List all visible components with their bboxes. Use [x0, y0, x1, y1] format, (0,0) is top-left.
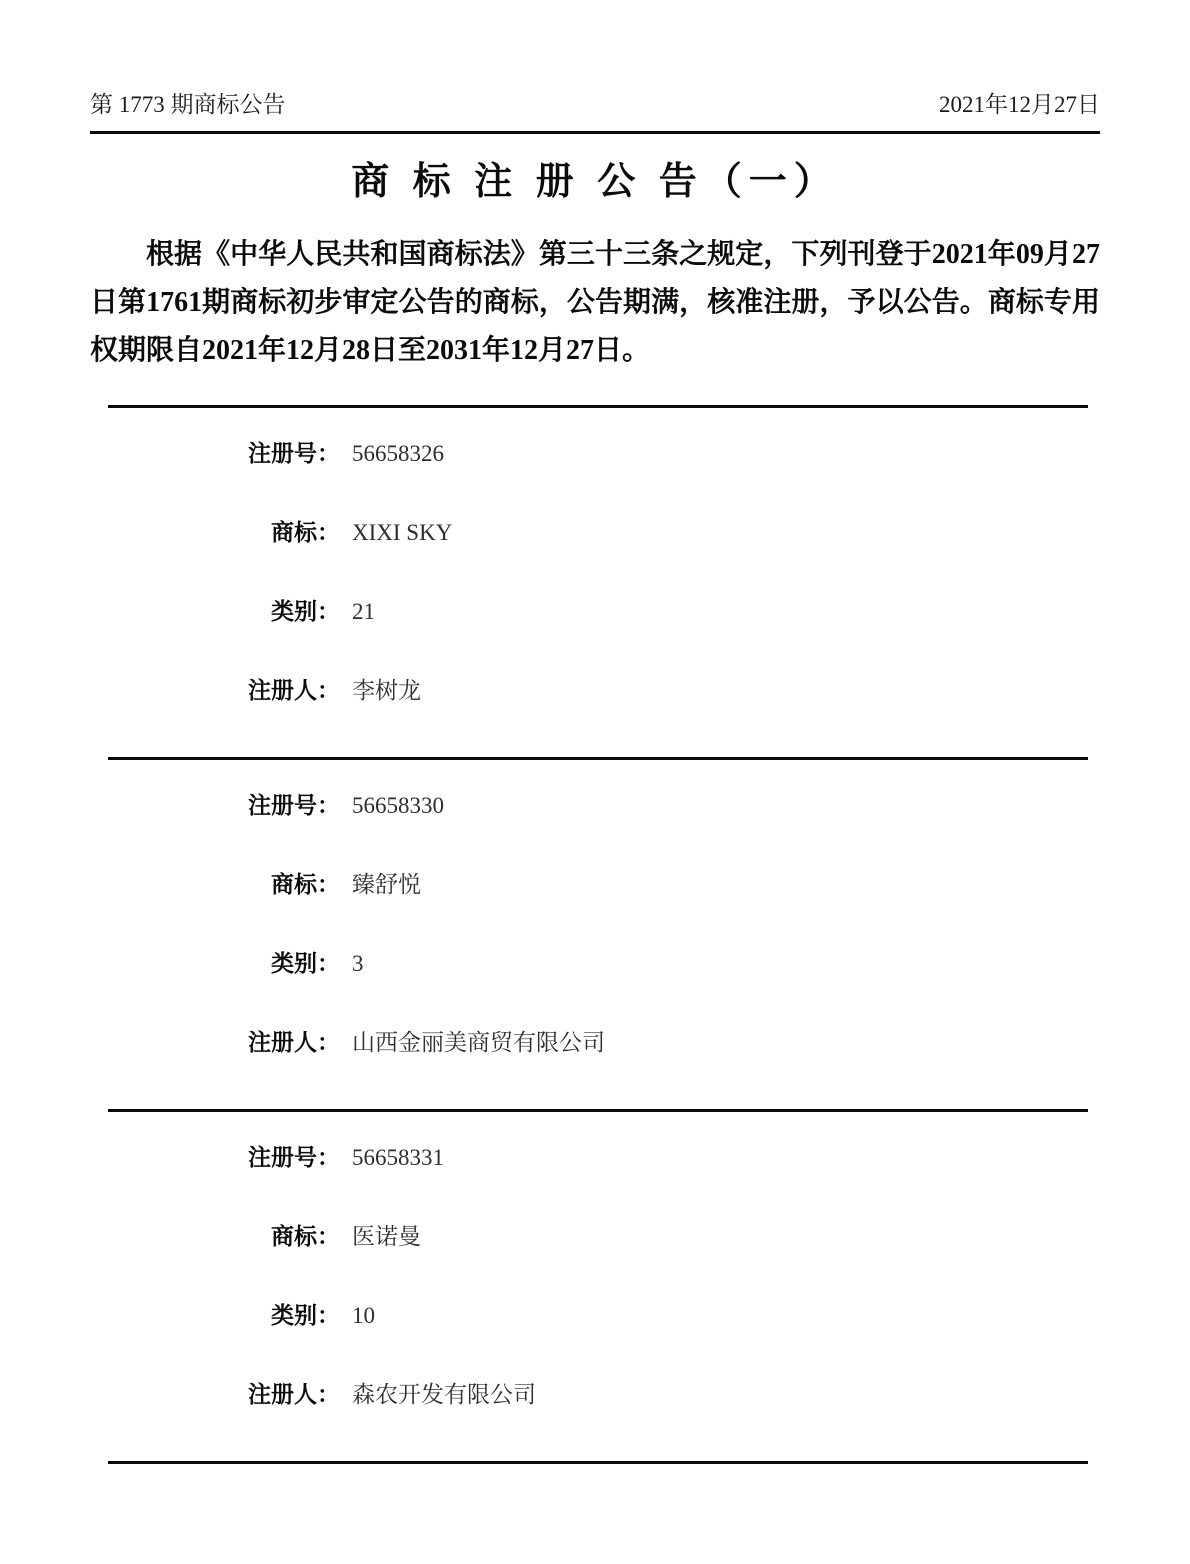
- trademark-entry: [108, 1109, 1088, 1461]
- page-title: 商 标 注 册 公 告（一）: [351, 161, 839, 203]
- header-divider: [90, 131, 1100, 134]
- registrant-row: [108, 651, 1088, 730]
- registration-number-label: 注册号：: [248, 440, 340, 466]
- registration-number-row: [108, 414, 1088, 493]
- registrant-label: 注册人：: [248, 677, 340, 703]
- trademark-entry: [108, 405, 1088, 757]
- intro-paragraph: 根据《中华人民共和国商标法》第三十三条之规定，下列刊登于2021年09月27日第1761期商标初步审定公告的商标，公告期满，核准注册，予以公告。商标专用权期限自2021年12月28日至2031年12月27日。: [90, 239, 1100, 366]
- registrant-value: 森农开发有限公司: [352, 1381, 536, 1407]
- category-value: 3: [352, 950, 364, 976]
- trademark-row: [108, 845, 1088, 924]
- trademark-value: 医诺曼: [352, 1223, 421, 1249]
- category-value: 21: [352, 598, 375, 624]
- category-value: 10: [352, 1302, 375, 1328]
- trademark-value: XIXI SKY: [352, 519, 453, 545]
- trademark-row: [108, 493, 1088, 572]
- registrant-value: 李树龙: [352, 677, 421, 703]
- registration-number-label: 注册号：: [248, 1144, 340, 1170]
- registration-number-row: [108, 766, 1088, 845]
- page-header: [90, 90, 1100, 120]
- registrant-value: 山西金丽美商贸有限公司: [352, 1029, 605, 1055]
- registration-number-label: 注册号：: [248, 792, 340, 818]
- trademark-label: 商标：: [271, 1223, 340, 1249]
- category-label: 类别：: [271, 950, 340, 976]
- registration-number-value: 56658331: [352, 1144, 444, 1170]
- gazette-issue-label: 第 1773 期商标公告: [90, 92, 286, 117]
- trademark-label: 商标：: [271, 519, 340, 545]
- trademark-row: [108, 1197, 1088, 1276]
- trademark-entry: [108, 757, 1088, 1109]
- registration-number-value: 56658326: [352, 440, 444, 466]
- registrant-row: [108, 1355, 1088, 1434]
- bottom-divider: [108, 1461, 1088, 1464]
- registrant-label: 注册人：: [248, 1381, 340, 1407]
- registration-number-row: [108, 1118, 1088, 1197]
- publication-date: 2021年12月27日: [939, 92, 1100, 117]
- category-row: [108, 1276, 1088, 1355]
- trademark-entries: [108, 405, 1088, 1464]
- category-label: 类别：: [271, 598, 340, 624]
- registration-number-value: 56658330: [352, 792, 444, 818]
- category-row: [108, 572, 1088, 651]
- registrant-row: [108, 1003, 1088, 1082]
- trademark-value: 臻舒悦: [352, 871, 421, 897]
- category-label: 类别：: [271, 1302, 340, 1328]
- registrant-label: 注册人：: [248, 1029, 340, 1055]
- category-row: [108, 924, 1088, 1003]
- trademark-label: 商标：: [271, 871, 340, 897]
